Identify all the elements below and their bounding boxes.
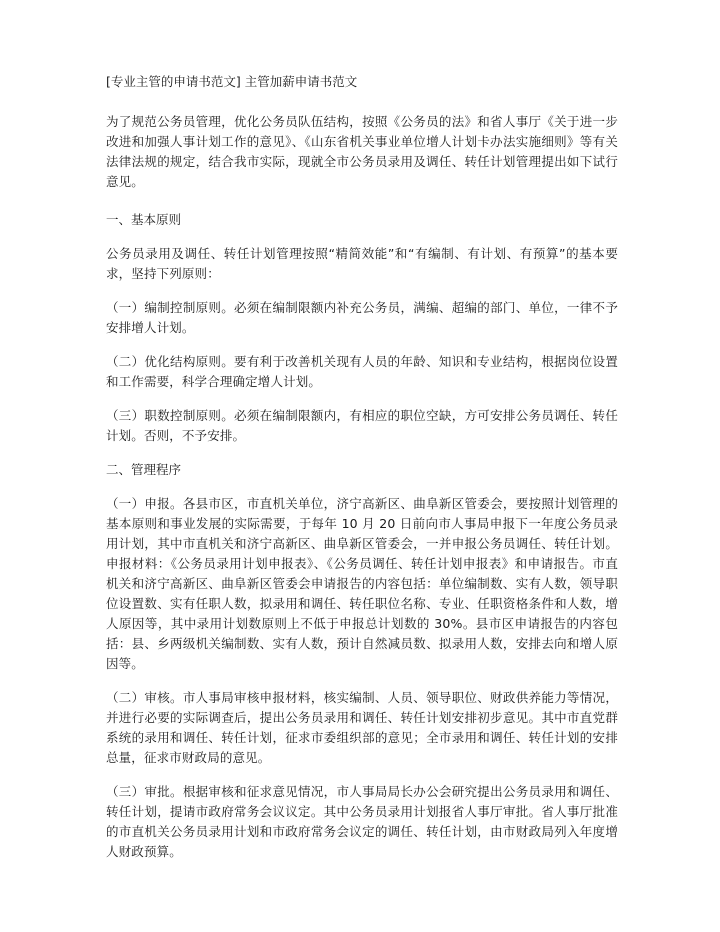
intro-paragraph: 为了规范公务员管理，优化公务员队伍结构，按照《公务员的法》和省人事厅《关于进一步改进和加强人事计划工作的意见》、《山东省机关事业单位增人计划卡办法实施细则》等有关法律法规的规定，结合我市实际，现就全市公务员录用及调任、转任计划管理提出如下试行意见。 (106, 114, 618, 189)
procedure-review: （二）审核。市人事局审核申报材料，核实编制、人员、领导职位、财政供养能力等情况，并进行必要的实际调查后，提出公务员录用和调任、转任计划安排初步意见。其中市直党群系统的录用和调任、转任计划，征求市委组织部的意见；全市录用和调任、转任计划的安排总量，征求市财政局的意见。 (106, 690, 618, 765)
section-heading-basic-principles: 一、基本原则 (106, 212, 182, 227)
principle-position-control: （三）职数控制原则。必须在编制限额内，有相应的职位空缺，方可安排公务员调任、转任计划。否则，不予安排。 (106, 408, 618, 443)
document-title: [专业主管的申请书范文] 主管加薪申请书范文 (106, 74, 358, 89)
procedure-declaration: （一）申报。各县市区，市直机关单位，济宁高新区、曲阜新区管委会，要按照计划管理的基本原则和事业发展的实际需要，于每年 10 月 20 日前向市人事局申报下一年度公务员录用计划，其中市直机关和济宁高新区、曲阜新区管委会，一并申报公务员调任、转任计划。申报材料：《公务员录用计划申报表》、《公务员调任、转任计划申报表》和申请报告。市直机关和济宁高新区、曲阜新区管委会申请报告的内容包括：单位编制数、实有人数，领导职位设置数、实有任职人数，拟录用和调任、转任职位名称、专业、任职资格条件和人数，增人原因等，其中录用计划数原则上不低于申报总计划数的 30%。县市区申请报告的内容包括：县、乡两级机关编制数、实有人数，预计自然减员数、拟录用人数，安排去向和增人原因等。 (106, 496, 618, 671)
section1-intro-paragraph: 公务员录用及调任、转任计划管理按照“精简效能”和“有编制、有计划、有预算”的基本要求，坚持下列原则： (106, 246, 618, 281)
principle-staffing-control: （一）编制控制原则。必须在编制限额内补充公务员，满编、超编的部门、单位，一律不予安排增人计划。 (106, 300, 618, 335)
section-heading-management-procedure: 二、管理程序 (106, 462, 182, 477)
document-page (106, 72, 618, 876)
procedure-approval: （三）审批。根据审核和征求意见情况，市人事局局长办公会研究提出公务员录用和调任、转任计划，提请市政府常务会议议定。其中公务员录用计划报省人事厅审批。省人事厅批准的市直机关公务员录用计划和市政府常务会议定的调任、转任计划，由市财政局列入年度增人财政预算。 (106, 784, 618, 859)
principle-structure-optimization: （二）优化结构原则。要有利于改善机关现有人员的年龄、知识和专业结构，根据岗位设置和工作需要，科学合理确定增人计划。 (106, 354, 618, 389)
